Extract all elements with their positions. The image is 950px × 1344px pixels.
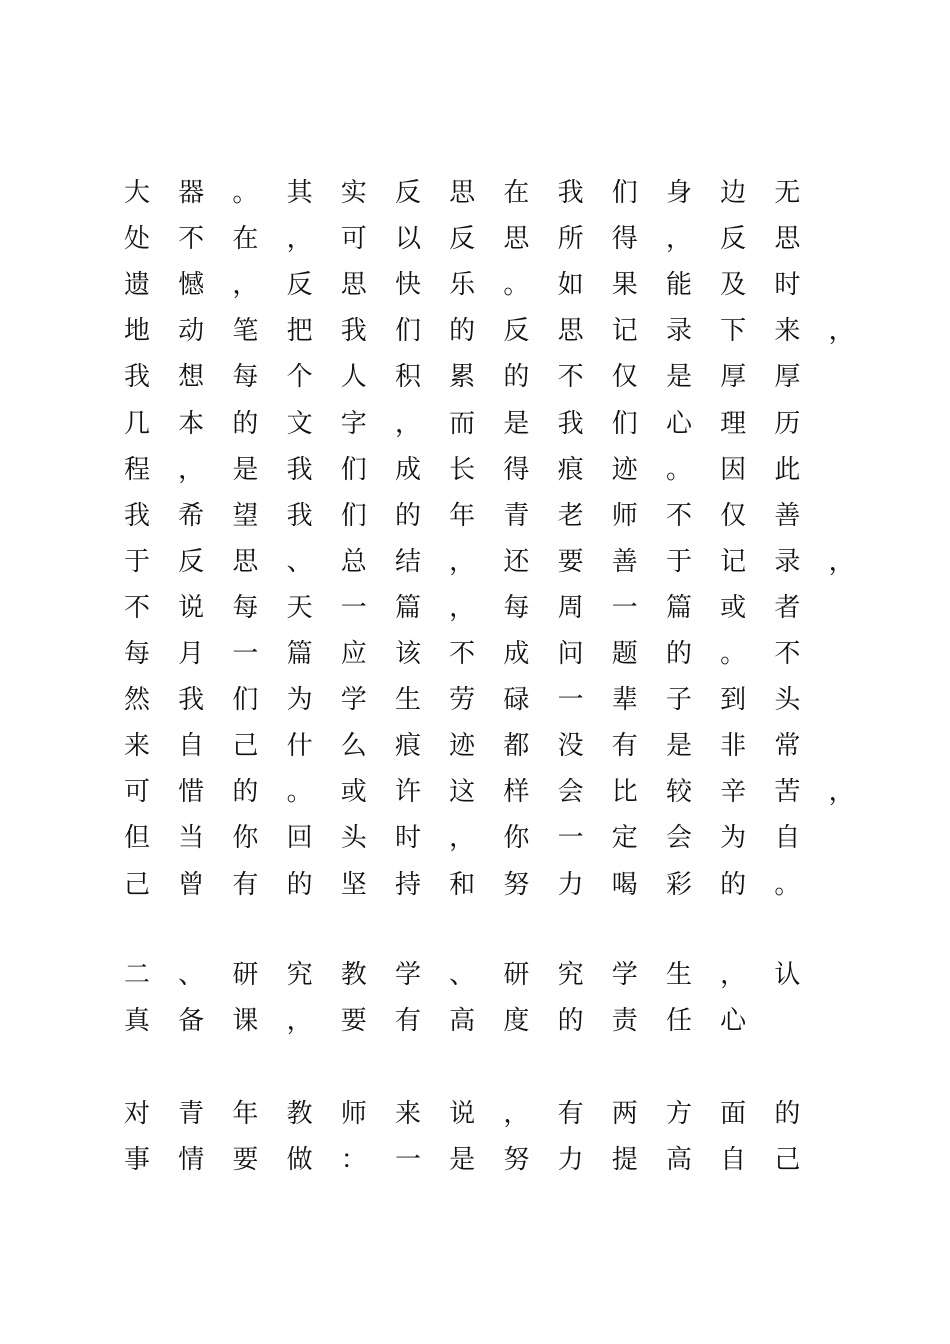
text-char: 曾 <box>178 869 205 900</box>
text-char: 己 <box>232 731 259 762</box>
text-char: 周 <box>557 592 584 623</box>
text-char: 录 <box>665 316 692 347</box>
text-char: 的 <box>232 408 259 439</box>
text-char: 仅 <box>611 362 638 393</box>
text-char: 于 <box>665 546 692 577</box>
text-char: 天 <box>286 592 313 623</box>
text-char: 成 <box>394 454 421 485</box>
text-char: 责 <box>611 1006 638 1037</box>
text-char: 于 <box>123 546 150 577</box>
text-char: 有 <box>232 869 259 900</box>
text-char: 己 <box>774 1145 801 1176</box>
text-char: 乐 <box>449 270 476 301</box>
text-char: 任 <box>665 1006 692 1037</box>
text-char: 要 <box>232 1145 259 1176</box>
text-char: 思 <box>503 224 530 255</box>
text-char: ， <box>449 823 476 854</box>
text-char: 力 <box>557 1145 584 1176</box>
text-char: 不 <box>449 639 476 669</box>
text-char: 所 <box>557 224 584 255</box>
text-char: 真 <box>123 1006 150 1037</box>
text-line <box>0 1140 950 1186</box>
text-char: 有 <box>394 1006 421 1037</box>
text-char: 的 <box>557 1006 584 1037</box>
text-char: 青 <box>178 1099 205 1129</box>
text-char: 情 <box>178 1145 205 1176</box>
text-char: 自 <box>774 823 801 854</box>
text-char: 我 <box>557 408 584 439</box>
text-char: 在 <box>503 178 530 208</box>
text-char: 子 <box>665 685 692 716</box>
text-char: 不 <box>557 362 584 393</box>
text-char: 会 <box>665 823 692 854</box>
text-char: 会 <box>557 777 584 808</box>
text-char: 是 <box>232 454 259 485</box>
text-char: ： <box>340 1145 367 1176</box>
text-char: 字 <box>340 408 367 439</box>
text-char: 还 <box>503 546 530 577</box>
text-char: 不 <box>665 500 692 531</box>
text-char: 要 <box>557 546 584 577</box>
text-char: 师 <box>340 1099 367 1129</box>
text-char: 非 <box>720 731 747 762</box>
text-char: 反 <box>503 316 530 347</box>
text-char: 此 <box>774 454 801 485</box>
text-char: 及 <box>720 270 747 301</box>
text-char: 。 <box>232 178 259 208</box>
text-char: 没 <box>557 731 584 762</box>
text-char: 课 <box>232 1006 259 1037</box>
text-char: 者 <box>774 592 801 623</box>
text-char: 要 <box>340 1006 367 1037</box>
text-char: 无 <box>774 178 801 208</box>
text-char: 或 <box>340 777 367 808</box>
text-char: 较 <box>665 777 692 808</box>
text-char: 望 <box>232 500 259 531</box>
text-char: 辛 <box>720 777 747 808</box>
text-char: 记 <box>720 546 747 577</box>
text-char: 为 <box>720 823 747 854</box>
text-char: 思 <box>774 224 801 255</box>
text-char: 结 <box>394 546 421 577</box>
text-char: 常 <box>774 731 801 762</box>
text-char: 师 <box>611 500 638 531</box>
text-char: 说 <box>178 592 205 623</box>
text-char: 时 <box>394 823 421 854</box>
text-char: 我 <box>340 316 367 347</box>
text-char: 憾 <box>178 270 205 301</box>
text-char: 二 <box>123 960 150 990</box>
text-char: 比 <box>611 777 638 808</box>
text-char: 们 <box>340 500 367 531</box>
text-char: 累 <box>449 362 476 393</box>
text-char: 我 <box>557 178 584 208</box>
text-char: 记 <box>611 316 638 347</box>
text-char: 面 <box>720 1099 747 1129</box>
text-char: 希 <box>178 500 205 531</box>
text-char: 应 <box>340 639 367 669</box>
text-char: 厚 <box>774 362 801 393</box>
text-char: 身 <box>665 178 692 208</box>
text-char: 。 <box>720 639 747 669</box>
text-char: 善 <box>611 546 638 577</box>
text-char: 遗 <box>123 270 150 301</box>
text-char: 们 <box>394 316 421 347</box>
text-char: 。 <box>774 869 801 900</box>
text-char: 以 <box>394 224 421 255</box>
text-char: 每 <box>123 639 150 669</box>
text-char: 反 <box>720 224 747 255</box>
text-char: 把 <box>286 316 313 347</box>
text-char: 个 <box>286 362 313 393</box>
text-char: 劳 <box>449 685 476 716</box>
text-char: 能 <box>665 270 692 301</box>
text-char: ， <box>178 454 205 485</box>
text-char: 理 <box>720 408 747 439</box>
text-char: 不 <box>178 224 205 255</box>
text-char: 几 <box>123 408 150 439</box>
text-char: 下 <box>720 316 747 347</box>
text-char: 你 <box>232 823 259 854</box>
text-char: 。 <box>665 454 692 485</box>
text-char: 大 <box>123 178 150 208</box>
text-char: 教 <box>340 960 367 990</box>
text-char: 长 <box>449 454 476 485</box>
text-char: 样 <box>503 777 530 808</box>
text-char: 我 <box>178 685 205 716</box>
text-char: 迹 <box>449 731 476 762</box>
text-char: 反 <box>394 178 421 208</box>
text-char: 教 <box>286 1099 313 1129</box>
text-char: 仅 <box>720 500 747 531</box>
text-char: 是 <box>665 731 692 762</box>
text-char: 两 <box>611 1099 638 1129</box>
text-char: 说 <box>449 1099 476 1129</box>
text-char: 头 <box>774 685 801 716</box>
text-char: 器 <box>178 178 205 208</box>
text-char: 该 <box>394 639 421 669</box>
text-char: 认 <box>774 960 801 990</box>
text-char: ， <box>828 777 855 808</box>
text-char: 提 <box>611 1145 638 1176</box>
text-char: 们 <box>232 685 259 716</box>
text-char: 坚 <box>340 869 367 900</box>
text-char: 或 <box>720 592 747 623</box>
text-char: 的 <box>394 500 421 531</box>
text-char: 高 <box>449 1006 476 1037</box>
text-char: 快 <box>394 270 421 301</box>
text-char: 厚 <box>720 362 747 393</box>
text-char: 成 <box>503 639 530 669</box>
text-char: 人 <box>340 362 367 393</box>
text-char: 每 <box>232 592 259 623</box>
text-char: 我 <box>123 500 150 531</box>
text-char: 做 <box>286 1145 313 1176</box>
text-char: 的 <box>503 362 530 393</box>
text-char: 当 <box>178 823 205 854</box>
text-char: 然 <box>123 685 150 716</box>
text-char: 积 <box>394 362 421 393</box>
text-char: 来 <box>123 731 150 762</box>
text-char: 程 <box>123 454 150 485</box>
text-char: 彩 <box>665 869 692 900</box>
text-char: 定 <box>611 823 638 854</box>
text-char: 头 <box>340 823 367 854</box>
text-char: ， <box>449 546 476 577</box>
text-char: 本 <box>178 408 205 439</box>
text-char: 录 <box>774 546 801 577</box>
text-char: 不 <box>774 639 801 669</box>
text-char: 有 <box>557 1099 584 1129</box>
text-char: 研 <box>232 960 259 990</box>
text-char: 因 <box>720 454 747 485</box>
text-char: 生 <box>394 685 421 716</box>
text-char: 为 <box>286 685 313 716</box>
text-char: 不 <box>123 592 150 623</box>
text-char: 篇 <box>394 592 421 623</box>
text-char: 思 <box>340 270 367 301</box>
text-char: 每 <box>232 362 259 393</box>
text-char: 动 <box>178 316 205 347</box>
text-char: ， <box>665 224 692 255</box>
text-char: 实 <box>340 178 367 208</box>
text-char: 善 <box>774 500 801 531</box>
text-char: 反 <box>178 546 205 577</box>
text-char: 年 <box>232 1099 259 1129</box>
text-char: 你 <box>503 823 530 854</box>
text-char: 备 <box>178 1006 205 1037</box>
text-char: 的 <box>665 639 692 669</box>
text-char: 、 <box>449 960 476 990</box>
text-char: 其 <box>286 178 313 208</box>
text-char: 是 <box>449 1145 476 1176</box>
text-char: 碌 <box>503 685 530 716</box>
text-char: 痕 <box>394 731 421 762</box>
text-char: 地 <box>123 316 150 347</box>
text-char: 我 <box>286 500 313 531</box>
text-char: 学 <box>611 960 638 990</box>
text-char: 可 <box>340 224 367 255</box>
text-char: 心 <box>665 408 692 439</box>
text-char: 究 <box>286 960 313 990</box>
text-char: 努 <box>503 1145 530 1176</box>
text-char: 的 <box>720 869 747 900</box>
text-char: 得 <box>503 454 530 485</box>
text-char: 来 <box>394 1099 421 1129</box>
text-char: 持 <box>394 869 421 900</box>
text-char: 在 <box>232 224 259 255</box>
text-char: 历 <box>774 408 801 439</box>
text-char: 自 <box>720 1145 747 1176</box>
text-char: 题 <box>611 639 638 669</box>
text-char: 惜 <box>178 777 205 808</box>
text-line <box>0 1094 950 1140</box>
text-char: 这 <box>449 777 476 808</box>
text-char: 辈 <box>611 685 638 716</box>
text-char: ， <box>449 592 476 623</box>
text-char: 总 <box>340 546 367 577</box>
text-char: 许 <box>394 777 421 808</box>
text-char: 有 <box>611 731 638 762</box>
text-char: 苦 <box>774 777 801 808</box>
text-char: 的 <box>449 316 476 347</box>
text-char: 思 <box>557 316 584 347</box>
text-char: 思 <box>232 546 259 577</box>
text-char: 而 <box>449 408 476 439</box>
text-char: 一 <box>557 823 584 854</box>
text-char: 是 <box>503 408 530 439</box>
text-char: 如 <box>557 270 584 301</box>
text-char: 心 <box>720 1006 747 1037</box>
text-char: 力 <box>557 869 584 900</box>
text-char: 篇 <box>665 592 692 623</box>
text-char: 一 <box>394 1145 421 1176</box>
text-char: 思 <box>449 178 476 208</box>
text-char: 来 <box>774 316 801 347</box>
text-char: ， <box>720 960 747 990</box>
text-char: 己 <box>123 869 150 900</box>
text-char: ， <box>286 1006 313 1037</box>
text-char: 度 <box>503 1006 530 1037</box>
text-char: 笔 <box>232 316 259 347</box>
text-char: 学 <box>394 960 421 990</box>
text-char: 方 <box>665 1099 692 1129</box>
text-char: 们 <box>611 178 638 208</box>
text-char: 边 <box>720 178 747 208</box>
text-char: ， <box>828 316 855 347</box>
text-char: 想 <box>178 362 205 393</box>
text-char: 可 <box>123 777 150 808</box>
text-char: ， <box>828 546 855 577</box>
text-char: 一 <box>557 685 584 716</box>
text-char: 反 <box>449 224 476 255</box>
text-char: 回 <box>286 823 313 854</box>
text-char: 研 <box>503 960 530 990</box>
text-char: 迹 <box>611 454 638 485</box>
text-char: 一 <box>611 592 638 623</box>
text-char: 我 <box>123 362 150 393</box>
text-char: 究 <box>557 960 584 990</box>
text-char: 对 <box>123 1099 150 1129</box>
text-char: 一 <box>232 639 259 669</box>
text-char: 么 <box>340 731 367 762</box>
text-char: 年 <box>449 500 476 531</box>
text-char: 痕 <box>557 454 584 485</box>
text-char: 自 <box>178 731 205 762</box>
text-char: 处 <box>123 224 150 255</box>
text-char: 但 <box>123 823 150 854</box>
text-char: ， <box>394 408 421 439</box>
text-char: 努 <box>503 869 530 900</box>
text-char: 老 <box>557 500 584 531</box>
text-char: 事 <box>123 1145 150 1176</box>
text-char: 的 <box>286 869 313 900</box>
text-char: 得 <box>611 224 638 255</box>
text-char: 什 <box>286 731 313 762</box>
text-char: 。 <box>503 270 530 301</box>
text-char: 生 <box>665 960 692 990</box>
text-char: 我 <box>286 454 313 485</box>
text-char: 时 <box>774 270 801 301</box>
text-char: 们 <box>611 408 638 439</box>
text-char: ， <box>286 224 313 255</box>
text-char: 的 <box>774 1099 801 1129</box>
text-char: 一 <box>340 592 367 623</box>
text-char: 篇 <box>286 639 313 669</box>
text-char: 青 <box>503 500 530 531</box>
text-char: 的 <box>232 777 259 808</box>
text-char: 文 <box>286 408 313 439</box>
text-char: 、 <box>286 546 313 577</box>
text-char: 和 <box>449 869 476 900</box>
text-char: ， <box>232 270 259 301</box>
text-char: 是 <box>665 362 692 393</box>
text-char: ， <box>503 1099 530 1129</box>
text-char: 都 <box>503 731 530 762</box>
text-char: 学 <box>340 685 367 716</box>
text-char: 、 <box>178 960 205 990</box>
text-char: 果 <box>611 270 638 301</box>
text-char: 。 <box>286 777 313 808</box>
text-char: 问 <box>557 639 584 669</box>
text-char: 月 <box>178 639 205 669</box>
text-char: 每 <box>503 592 530 623</box>
text-char: 高 <box>665 1145 692 1176</box>
text-char: 反 <box>286 270 313 301</box>
text-char: 到 <box>720 685 747 716</box>
text-char: 们 <box>340 454 367 485</box>
text-char: 喝 <box>611 869 638 900</box>
